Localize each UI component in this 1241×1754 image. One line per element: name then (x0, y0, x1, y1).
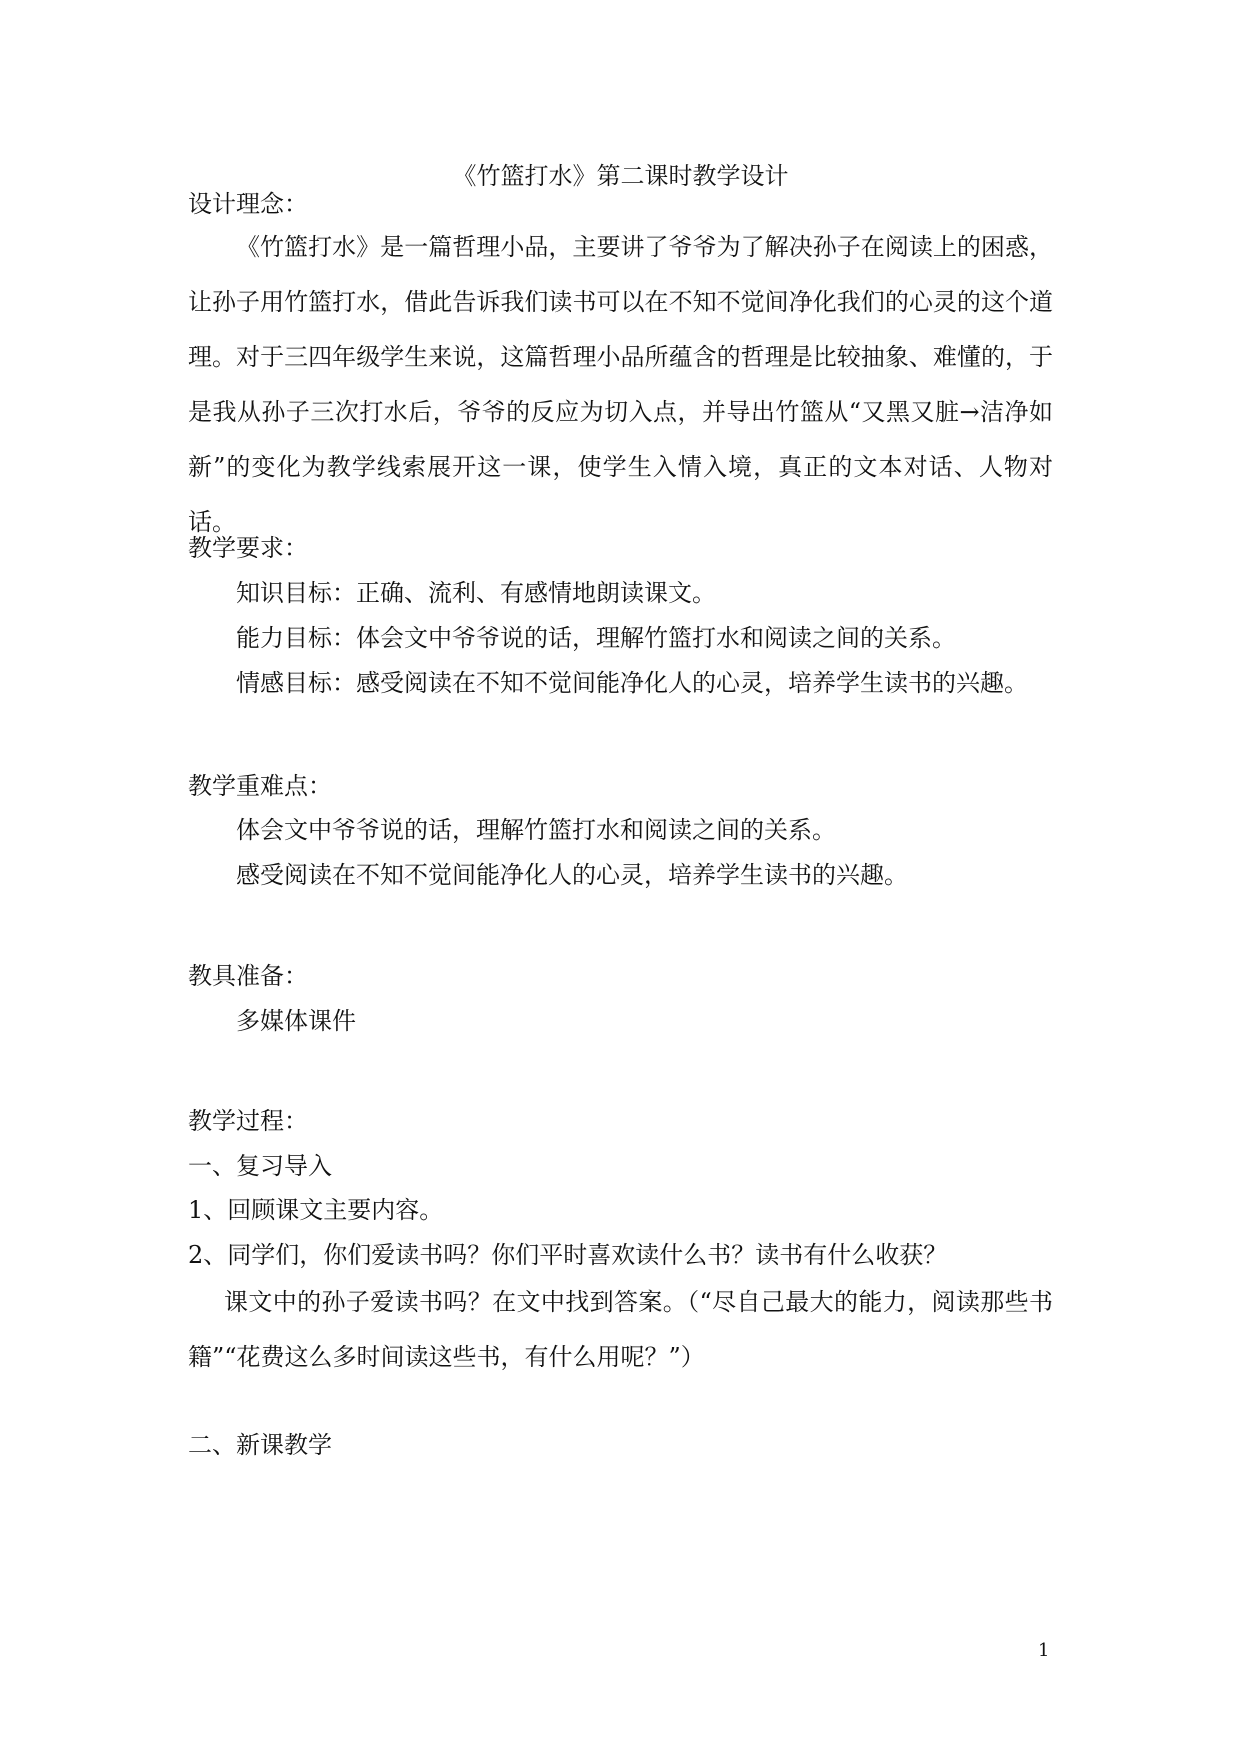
design-concept-paragraph: 《竹篮打水》是一篇哲理小品，主要讲了爷爷为了解决孙子在阅读上的困惑，让孙子用竹篮打水，借此告诉我们读书可以在不知不觉间净化我们的心灵的这个道理。对于三四年级学生来说，这篇哲理小品所蕴含的哲理是比较抽象、难懂的，于是我从孙子三次打水后，爷爷的反应为切入点，并导出竹篮从“又黑又脏→洁净如新”的变化为教学线索展开这一课，使学生入情入境，真正的文本对话、人物对话。 (188, 233, 1053, 536)
process-step-2-detail: 课文中的孙子爱读书吗？在文中找到答案。（“尽自己最大的能力，阅读那些书籍”“花费这么多时间读这些书，有什么用呢？”） (188, 1288, 1053, 1371)
key-points-heading: 教学重难点： (188, 772, 332, 800)
requirements-heading: 教学要求： (188, 534, 308, 562)
requirement-emotion: 情感目标：感受阅读在不知不觉间能净化人的心灵，培养学生读书的兴趣。 (236, 669, 1028, 697)
key-point-1: 体会文中爷爷说的话，理解竹篮打水和阅读之间的关系。 (236, 816, 836, 844)
materials-item: 多媒体课件 (236, 1007, 356, 1035)
document-title: 《竹篮打水》第二课时教学设计 (452, 162, 789, 190)
process-heading: 教学过程： (188, 1107, 308, 1135)
process-step-1: 1、回顾课文主要内容。 (188, 1196, 444, 1224)
process-section-2: 二、新课教学 (188, 1431, 332, 1459)
materials-heading: 教具准备： (188, 962, 308, 990)
requirement-ability: 能力目标：体会文中爷爷说的话，理解竹篮打水和阅读之间的关系。 (236, 624, 956, 652)
requirement-knowledge: 知识目标：正确、流利、有感情地朗读课文。 (236, 579, 716, 607)
process-section-1: 一、复习导入 (188, 1152, 332, 1180)
process-step-2: 2、同学们，你们爱读书吗？你们平时喜欢读什么书？读书有什么收获？ (188, 1241, 948, 1269)
design-concept-heading: 设计理念： (188, 190, 308, 218)
page-number: 1 (1038, 1640, 1050, 1661)
key-point-2: 感受阅读在不知不觉间能净化人的心灵，培养学生读书的兴趣。 (236, 861, 908, 889)
